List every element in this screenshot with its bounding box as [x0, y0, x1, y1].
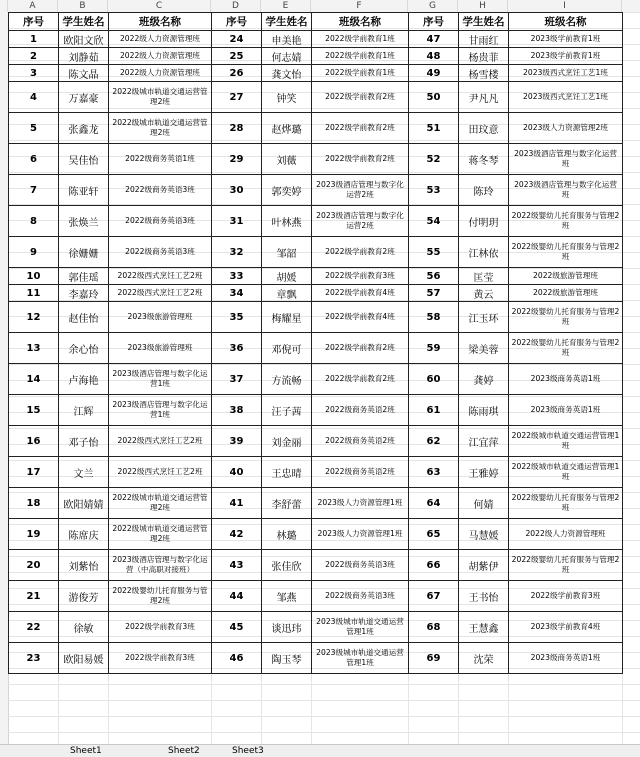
seq-cell[interactable]: 17	[9, 457, 59, 488]
column-header[interactable]: F	[311, 0, 408, 12]
seq-cell[interactable]: 61	[409, 395, 459, 426]
seq-cell[interactable]: 36	[212, 333, 262, 364]
student-name-cell[interactable]: 李舒蕾	[262, 488, 312, 519]
seq-cell[interactable]: 31	[212, 206, 262, 237]
seq-cell[interactable]: 69	[409, 643, 459, 674]
student-name-cell[interactable]: 陈席庆	[59, 519, 109, 550]
student-name-cell[interactable]: 沈荣	[459, 643, 509, 674]
table-row	[9, 82, 623, 113]
table-row	[9, 395, 623, 426]
student-name-cell[interactable]: 陈亚轩	[59, 175, 109, 206]
table-row	[9, 113, 623, 144]
class-name-cell[interactable]: 2023级人力资源管理1班	[312, 519, 409, 550]
student-name-cell[interactable]: 欧阳婧婧	[59, 488, 109, 519]
table-row	[9, 643, 623, 674]
class-name-cell[interactable]: 2022级城市轨道交通运营管理2班	[109, 113, 212, 144]
student-name-cell[interactable]: 江辉	[59, 395, 109, 426]
table-row	[9, 285, 623, 302]
class-name-cell[interactable]: 2022级人力资源管理班	[109, 48, 212, 65]
seq-cell[interactable]: 23	[9, 643, 59, 674]
class-name-cell[interactable]: 2022级西式烹饪工艺2班	[109, 268, 212, 285]
student-name-cell[interactable]: 王书怡	[459, 581, 509, 612]
seq-cell[interactable]: 26	[212, 65, 262, 82]
student-name-cell[interactable]: 刘薇	[262, 144, 312, 175]
student-name-cell[interactable]: 黄云	[459, 285, 509, 302]
class-name-cell[interactable]: 2022级学前教育4班	[312, 285, 409, 302]
class-name-cell[interactable]: 2022级人力资源管理班	[109, 65, 212, 82]
class-name-cell[interactable]: 2023级酒店管理与数字化运营1班	[109, 395, 212, 426]
seq-cell[interactable]: 2	[9, 48, 59, 65]
student-name-cell[interactable]: 邓子怡	[59, 426, 109, 457]
seq-cell[interactable]: 64	[409, 488, 459, 519]
gridline	[8, 700, 640, 701]
class-name-cell[interactable]: 2022级商务英语2班	[312, 426, 409, 457]
header-cell[interactable]: 序号	[9, 13, 59, 31]
student-name-cell[interactable]: 邹韶	[262, 237, 312, 268]
class-name-cell[interactable]: 2022级商务英语1班	[109, 144, 212, 175]
seq-cell[interactable]: 15	[9, 395, 59, 426]
seq-cell[interactable]: 66	[409, 550, 459, 581]
class-name-cell[interactable]: 2022级人力资源管理班	[109, 31, 212, 48]
seq-cell[interactable]: 47	[409, 31, 459, 48]
seq-cell[interactable]: 11	[9, 285, 59, 302]
class-name-cell[interactable]: 2022级城市轨道交通运营管理2班	[109, 82, 212, 113]
student-name-cell[interactable]: 叶林燕	[262, 206, 312, 237]
student-name-cell[interactable]: 郭佳瑶	[59, 268, 109, 285]
class-name-cell[interactable]: 2023级商务英语1班	[509, 395, 623, 426]
student-name-cell[interactable]: 陈雨琪	[459, 395, 509, 426]
seq-cell[interactable]: 68	[409, 612, 459, 643]
header-cell[interactable]: 班级名称	[509, 13, 623, 31]
class-name-cell[interactable]: 2022级学前教育2班	[312, 144, 409, 175]
student-name-cell[interactable]: 陈文晶	[59, 65, 109, 82]
student-name-cell[interactable]: 申美艳	[262, 31, 312, 48]
class-name-cell[interactable]: 2023级城市轨道交通运营管理1班	[312, 612, 409, 643]
column-header-blank	[0, 0, 8, 12]
student-name-cell[interactable]: 陈玲	[459, 175, 509, 206]
student-name-cell[interactable]: 吴佳怡	[59, 144, 109, 175]
sheet-tab[interactable]: Sheet3	[232, 746, 264, 756]
class-name-cell[interactable]: 2022级婴幼儿托育服务与管理2班	[509, 206, 623, 237]
header-row	[9, 13, 623, 31]
seq-cell[interactable]: 14	[9, 364, 59, 395]
seq-cell[interactable]: 1	[9, 31, 59, 48]
class-name-cell[interactable]: 2023级酒店管理与数字化运营（中高职对接班）	[109, 550, 212, 581]
student-name-cell[interactable]: 邓倪可	[262, 333, 312, 364]
seq-cell[interactable]: 6	[9, 144, 59, 175]
class-name-cell[interactable]: 2022级西式烹饪工艺2班	[109, 426, 212, 457]
seq-cell[interactable]: 48	[409, 48, 459, 65]
seq-cell[interactable]: 10	[9, 268, 59, 285]
column-header[interactable]: H	[458, 0, 508, 12]
seq-cell[interactable]: 29	[212, 144, 262, 175]
class-name-cell[interactable]: 2022级旅游管理班	[509, 285, 623, 302]
class-name-cell[interactable]: 2022级商务英语2班	[312, 395, 409, 426]
header-cell[interactable]: 学生姓名	[262, 13, 312, 31]
table-row	[9, 364, 623, 395]
seq-cell[interactable]: 56	[409, 268, 459, 285]
class-name-cell[interactable]: 2022级商务英语3班	[109, 206, 212, 237]
class-name-cell[interactable]: 2023级酒店管理与数字化运营1班	[109, 364, 212, 395]
column-header[interactable]: G	[408, 0, 458, 12]
class-name-cell[interactable]: 2023级酒店管理与数字化运营2班	[312, 206, 409, 237]
class-name-cell[interactable]: 2022级学前教育3班	[109, 643, 212, 674]
seq-cell[interactable]: 19	[9, 519, 59, 550]
class-name-cell[interactable]: 2023级旅游管理班	[109, 302, 212, 333]
class-name-cell[interactable]: 2022级婴幼儿托育服务与管理2班	[509, 302, 623, 333]
class-name-cell[interactable]: 2022级商务英语3班	[109, 237, 212, 268]
student-name-cell[interactable]: 谈迅玮	[262, 612, 312, 643]
seq-cell[interactable]: 52	[409, 144, 459, 175]
class-name-cell[interactable]: 2022级学前教育1班	[312, 48, 409, 65]
seq-cell[interactable]: 38	[212, 395, 262, 426]
table-row	[9, 550, 623, 581]
student-name-cell[interactable]: 赵佳怡	[59, 302, 109, 333]
student-name-cell[interactable]: 王雅婷	[459, 457, 509, 488]
seq-cell[interactable]: 4	[9, 82, 59, 113]
table-row	[9, 302, 623, 333]
table-row	[9, 206, 623, 237]
student-name-cell[interactable]: 梁美蓉	[459, 333, 509, 364]
seq-cell[interactable]: 45	[212, 612, 262, 643]
class-name-cell[interactable]: 2023级酒店管理与数字化运营班	[509, 175, 623, 206]
seq-cell[interactable]: 7	[9, 175, 59, 206]
class-name-cell[interactable]: 2022级城市轨道交通运营管理2班	[109, 488, 212, 519]
seq-cell[interactable]: 49	[409, 65, 459, 82]
seq-cell[interactable]: 59	[409, 333, 459, 364]
seq-cell[interactable]: 30	[212, 175, 262, 206]
class-name-cell[interactable]: 2022级西式烹饪工艺2班	[109, 457, 212, 488]
class-name-cell[interactable]: 2022级城市轨道交通运营管理2班	[109, 519, 212, 550]
seq-cell[interactable]: 22	[9, 612, 59, 643]
class-name-cell[interactable]: 2022级学前教育1班	[312, 31, 409, 48]
seq-cell[interactable]: 35	[212, 302, 262, 333]
student-name-cell[interactable]: 郭奕婷	[262, 175, 312, 206]
table-row	[9, 581, 623, 612]
class-name-cell[interactable]: 2023级西式烹饪工艺1班	[509, 82, 623, 113]
seq-cell[interactable]: 39	[212, 426, 262, 457]
header-cell[interactable]: 序号	[409, 13, 459, 31]
class-name-cell[interactable]: 2022级婴幼儿托育服务与管理2班	[509, 550, 623, 581]
student-roster-table	[8, 12, 623, 674]
column-header-blank	[622, 0, 640, 12]
seq-cell[interactable]: 8	[9, 206, 59, 237]
class-name-cell[interactable]: 2023级商务英语1班	[509, 364, 623, 395]
seq-cell[interactable]: 41	[212, 488, 262, 519]
column-header[interactable]: I	[508, 0, 622, 12]
class-name-cell[interactable]: 2022级学前教育4班	[312, 302, 409, 333]
table-row	[9, 519, 623, 550]
class-name-cell[interactable]: 2022级婴幼儿托育服务与管理2班	[509, 333, 623, 364]
seq-cell[interactable]: 46	[212, 643, 262, 674]
table-row	[9, 333, 623, 364]
seq-cell[interactable]: 40	[212, 457, 262, 488]
column-header[interactable]: E	[261, 0, 311, 12]
table-row	[9, 426, 623, 457]
seq-cell[interactable]: 63	[409, 457, 459, 488]
header-cell[interactable]: 班级名称	[109, 13, 212, 31]
student-name-cell[interactable]: 方流畅	[262, 364, 312, 395]
student-name-cell[interactable]: 甘雨红	[459, 31, 509, 48]
student-name-cell[interactable]: 田玟意	[459, 113, 509, 144]
class-name-cell[interactable]: 2022级商务英语3班	[109, 175, 212, 206]
class-name-cell[interactable]: 2022级婴幼儿托育服务与管理2班	[509, 237, 623, 268]
student-name-cell[interactable]: 梅耀星	[262, 302, 312, 333]
student-name-cell[interactable]: 游俊芳	[59, 581, 109, 612]
class-name-cell[interactable]: 2022级商务英语3班	[312, 550, 409, 581]
class-name-cell[interactable]: 2023级学前教育1班	[509, 31, 623, 48]
table-row	[9, 268, 623, 285]
table-row	[9, 612, 623, 643]
seq-cell[interactable]: 25	[212, 48, 262, 65]
student-name-cell[interactable]: 邹燕	[262, 581, 312, 612]
student-name-cell[interactable]: 张鑫龙	[59, 113, 109, 144]
seq-cell[interactable]: 24	[212, 31, 262, 48]
class-name-cell[interactable]: 2022级婴幼儿托育服务与管理2班	[109, 581, 212, 612]
class-name-cell[interactable]: 2022级西式烹饪工艺2班	[109, 285, 212, 302]
student-name-cell[interactable]: 文兰	[59, 457, 109, 488]
seq-cell[interactable]: 20	[9, 550, 59, 581]
student-name-cell[interactable]: 卢海艳	[59, 364, 109, 395]
class-name-cell[interactable]: 2022级婴幼儿托育服务与管理2班	[509, 488, 623, 519]
header-cell[interactable]: 学生姓名	[459, 13, 509, 31]
seq-cell[interactable]: 65	[409, 519, 459, 550]
class-name-cell[interactable]: 2022级学前教育2班	[312, 82, 409, 113]
sheet-tab-bar	[0, 744, 640, 757]
column-header[interactable]: A	[8, 0, 58, 12]
seq-cell[interactable]: 44	[212, 581, 262, 612]
class-name-cell[interactable]: 2023级城市轨道交通运营管理1班	[312, 643, 409, 674]
sheet-tab[interactable]: Sheet1	[70, 746, 102, 756]
seq-cell[interactable]: 34	[212, 285, 262, 302]
student-name-cell[interactable]: 刘紫怡	[59, 550, 109, 581]
seq-cell[interactable]: 58	[409, 302, 459, 333]
header-cell[interactable]: 学生姓名	[59, 13, 109, 31]
seq-cell[interactable]: 51	[409, 113, 459, 144]
seq-cell[interactable]: 12	[9, 302, 59, 333]
table-row	[9, 31, 623, 48]
student-name-cell[interactable]: 尹凡凡	[459, 82, 509, 113]
student-name-cell[interactable]: 李嘉玲	[59, 285, 109, 302]
class-name-cell[interactable]: 2022级商务英语2班	[312, 457, 409, 488]
table-row	[9, 488, 623, 519]
seq-cell[interactable]: 33	[212, 268, 262, 285]
seq-cell[interactable]: 60	[409, 364, 459, 395]
student-name-cell[interactable]: 王忠晴	[262, 457, 312, 488]
table-row	[9, 48, 623, 65]
class-name-cell[interactable]: 2022级城市轨道交通运营管理1班	[509, 457, 623, 488]
class-name-cell[interactable]: 2022级学前教育1班	[312, 65, 409, 82]
seq-cell[interactable]: 55	[409, 237, 459, 268]
class-name-cell[interactable]: 2023级酒店管理与数字化运营2班	[312, 175, 409, 206]
student-name-cell[interactable]: 匡莹	[459, 268, 509, 285]
class-name-cell[interactable]: 2023级西式烹饪工艺1班	[509, 65, 623, 82]
header-cell[interactable]: 班级名称	[312, 13, 409, 31]
seq-cell[interactable]: 53	[409, 175, 459, 206]
table-row	[9, 144, 623, 175]
student-name-cell[interactable]: 江宜萍	[459, 426, 509, 457]
seq-cell[interactable]: 27	[212, 82, 262, 113]
student-name-cell[interactable]: 张佳欣	[262, 550, 312, 581]
student-name-cell[interactable]: 王慧鑫	[459, 612, 509, 643]
student-name-cell[interactable]: 何志婧	[262, 48, 312, 65]
student-name-cell[interactable]: 付明玥	[459, 206, 509, 237]
student-name-cell[interactable]: 欧阳文欣	[59, 31, 109, 48]
seq-cell[interactable]: 32	[212, 237, 262, 268]
class-name-cell[interactable]: 2022级人力资源管理班	[509, 519, 623, 550]
table-row	[9, 175, 623, 206]
seq-cell[interactable]: 50	[409, 82, 459, 113]
class-name-cell[interactable]: 2023级酒店管理与数字化运营班	[509, 144, 623, 175]
seq-cell[interactable]: 42	[212, 519, 262, 550]
column-header[interactable]: B	[58, 0, 108, 12]
student-name-cell[interactable]: 张焕兰	[59, 206, 109, 237]
student-name-cell[interactable]: 杨贵菲	[459, 48, 509, 65]
header-cell[interactable]: 序号	[212, 13, 262, 31]
student-name-cell[interactable]: 胡紫伊	[459, 550, 509, 581]
gridline	[8, 732, 640, 733]
student-name-cell[interactable]: 徐敏	[59, 612, 109, 643]
table-row	[9, 237, 623, 268]
student-name-cell[interactable]: 欧阳易媛	[59, 643, 109, 674]
column-header[interactable]: C	[108, 0, 211, 12]
class-name-cell[interactable]: 2023级人力资源管理2班	[509, 113, 623, 144]
student-name-cell[interactable]: 汪子茜	[262, 395, 312, 426]
student-name-cell[interactable]: 刘金丽	[262, 426, 312, 457]
seq-cell[interactable]: 3	[9, 65, 59, 82]
class-name-cell[interactable]: 2023级商务英语1班	[509, 643, 623, 674]
class-name-cell[interactable]: 2022级旅游管理班	[509, 268, 623, 285]
class-name-cell[interactable]: 2023级旅游管理班	[109, 333, 212, 364]
student-name-cell[interactable]: 蒋冬琴	[459, 144, 509, 175]
class-name-cell[interactable]: 2022级学前教育2班	[312, 237, 409, 268]
class-name-cell[interactable]: 2022级学前教育3班	[312, 268, 409, 285]
seq-cell[interactable]: 37	[212, 364, 262, 395]
student-name-cell[interactable]: 徐姗姗	[59, 237, 109, 268]
class-name-cell[interactable]: 2023级人力资源管理1班	[312, 488, 409, 519]
class-name-cell[interactable]: 2023级学前教育1班	[509, 48, 623, 65]
class-name-cell[interactable]: 2022级学前教育2班	[312, 333, 409, 364]
class-name-cell[interactable]: 2022级商务英语3班	[312, 581, 409, 612]
seq-cell[interactable]: 21	[9, 581, 59, 612]
class-name-cell[interactable]: 2023级学前教育4班	[509, 612, 623, 643]
student-name-cell[interactable]: 万嘉豪	[59, 82, 109, 113]
student-name-cell[interactable]: 章飘	[262, 285, 312, 302]
student-name-cell[interactable]: 何婧	[459, 488, 509, 519]
class-name-cell[interactable]: 2022级学前教育2班	[312, 364, 409, 395]
class-name-cell[interactable]: 2022级城市轨道交通运营管理1班	[509, 426, 623, 457]
table-row	[9, 65, 623, 82]
class-name-cell[interactable]: 2022级学前教育2班	[312, 113, 409, 144]
student-name-cell[interactable]: 钟笑	[262, 82, 312, 113]
gridline	[8, 716, 640, 717]
seq-cell[interactable]: 54	[409, 206, 459, 237]
seq-cell[interactable]: 13	[9, 333, 59, 364]
student-name-cell[interactable]: 余心怡	[59, 333, 109, 364]
student-name-cell[interactable]: 龚婷	[459, 364, 509, 395]
seq-cell[interactable]: 9	[9, 237, 59, 268]
seq-cell[interactable]: 5	[9, 113, 59, 144]
student-name-cell[interactable]: 龚文怡	[262, 65, 312, 82]
seq-cell[interactable]: 43	[212, 550, 262, 581]
column-header[interactable]: D	[211, 0, 261, 12]
seq-cell[interactable]: 62	[409, 426, 459, 457]
class-name-cell[interactable]: 2022级学前教育3班	[109, 612, 212, 643]
student-name-cell[interactable]: 江玉环	[459, 302, 509, 333]
student-name-cell[interactable]: 杨雪楼	[459, 65, 509, 82]
class-name-cell[interactable]: 2022级学前教育3班	[509, 581, 623, 612]
student-name-cell[interactable]: 马慧媛	[459, 519, 509, 550]
sheet-tab[interactable]: Sheet2	[168, 746, 200, 756]
student-name-cell[interactable]: 刘静茹	[59, 48, 109, 65]
student-name-cell[interactable]: 江林依	[459, 237, 509, 268]
student-name-cell[interactable]: 林璐	[262, 519, 312, 550]
seq-cell[interactable]: 57	[409, 285, 459, 302]
seq-cell[interactable]: 67	[409, 581, 459, 612]
seq-cell[interactable]: 28	[212, 113, 262, 144]
seq-cell[interactable]: 18	[9, 488, 59, 519]
seq-cell[interactable]: 16	[9, 426, 59, 457]
gridline	[8, 684, 640, 685]
table-row	[9, 457, 623, 488]
student-name-cell[interactable]: 胡媛	[262, 268, 312, 285]
student-name-cell[interactable]: 陶玉琴	[262, 643, 312, 674]
student-name-cell[interactable]: 赵烨璐	[262, 113, 312, 144]
